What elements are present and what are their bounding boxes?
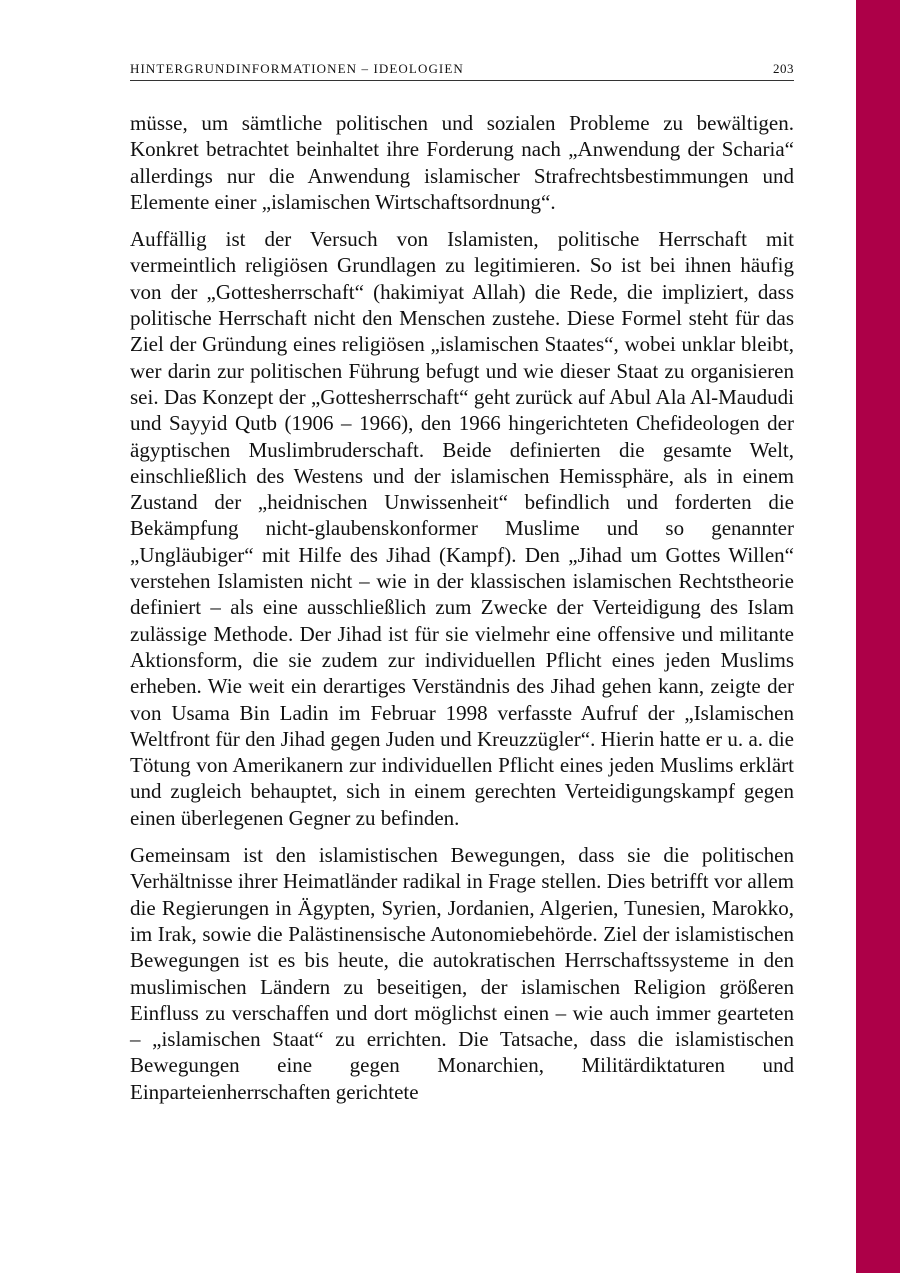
header-title: HINTERGRUNDINFORMATIONEN – IDEOLOGIEN: [130, 61, 464, 76]
body-text: [130, 110, 794, 1116]
page-number: 203: [773, 61, 794, 76]
running-header: [130, 62, 794, 81]
paragraph-1: müsse, um sämtliche politischen und sozialen Probleme zu bewältigen. Konkret betrachtet beinhaltet ihre Forderung nach „Anwendung der Scharia“ allerdings nur die Anwendung islamischer Strafrechtsbestimmungen und Elemente einer „islamischen Wirtschaftsordnung“.: [130, 111, 794, 214]
paragraph-2: Auffällig ist der Versuch von Islamisten, politische Herrschaft mit vermeintlich religiösen Grundlagen zu legitimieren. So ist bei ihnen häufig von der „Gottesherrschaft“ (hakimiyat Allah) die Rede, die impliziert, dass politische Herrschaft nicht den Menschen zustehe. Diese Formel steht für das Ziel der Gründung eines religiösen „islamischen Staates“, wobei unklar bleibt, wer darin zur politischen Führung befugt und wie dieser Staat zu organisieren sei. Das Konzept der „Gottesherrschaft“ geht zurück auf Abul Ala Al-Maududi und Sayyid Qutb (1906 – 1966), den 1966 hingerichteten Chefideologen der ägyptischen Muslimbruderschaft. Beide definierten die gesamte Welt, einschließlich des Westens und der islamischen Hemissphäre, als in einem Zustand der „heidnischen Unwissenheit“ befindlich und forderten die Bekämpfung nicht-glaubenskonformer Muslime und so genannter „Ungläubiger“ mit Hilfe des Jihad (Kampf). Den „Jihad um Gottes Willen“ verstehen Islamisten nicht – wie in der klassischen islamischen Rechtstheorie definiert – als eine ausschließlich zum Zwecke der Verteidigung des Islam zulässige Methode. Der Jihad ist für sie vielmehr eine offensive und militante Aktionsform, die sie zudem zur individuellen Pflicht eines jeden Muslims erheben. Wie weit ein derartiges Verständnis des Jihad gehen kann, zeigte der von Usama Bin Ladin im Februar 1998 verfasste Aufruf der „Islamischen Weltfront für den Jihad gegen Juden und Kreuzzügler“. Hierin hatte er u. a. die Tötung von Amerikanern zur individuellen Pflicht eines jeden Muslims erklärt und zugleich behauptet, sich in einem gerechten Verteidigungskampf gegen einen überlegenen Gegner zu befinden.: [130, 227, 794, 830]
paragraph-3: Gemeinsam ist den islamistischen Bewegungen, dass sie die politischen Verhältnisse ihrer Heimatländer radikal in Frage stellen. Dies betrifft vor allem die Regierungen in Ägypten, Syrien, Jordanien, Algerien, Tunesien, Marokko, im Irak, sowie die Palästinensische Autonomiebehörde. Ziel der islamistischen Bewegungen ist es bis heute, die autokratischen Herrschaftssysteme in den muslimischen Ländern zu beseitigen, der islamischen Religion größeren Einfluss zu verschaffen und dort möglichst einen – wie auch immer gearteten – „islamischen Staat“ zu errichten. Die Tatsache, dass die islamistischen Bewegungen eine gegen Monarchien, Militärdiktaturen und Einparteienherrschaften gerichtete: [130, 843, 794, 1104]
magenta-edge-band: [856, 0, 900, 1273]
